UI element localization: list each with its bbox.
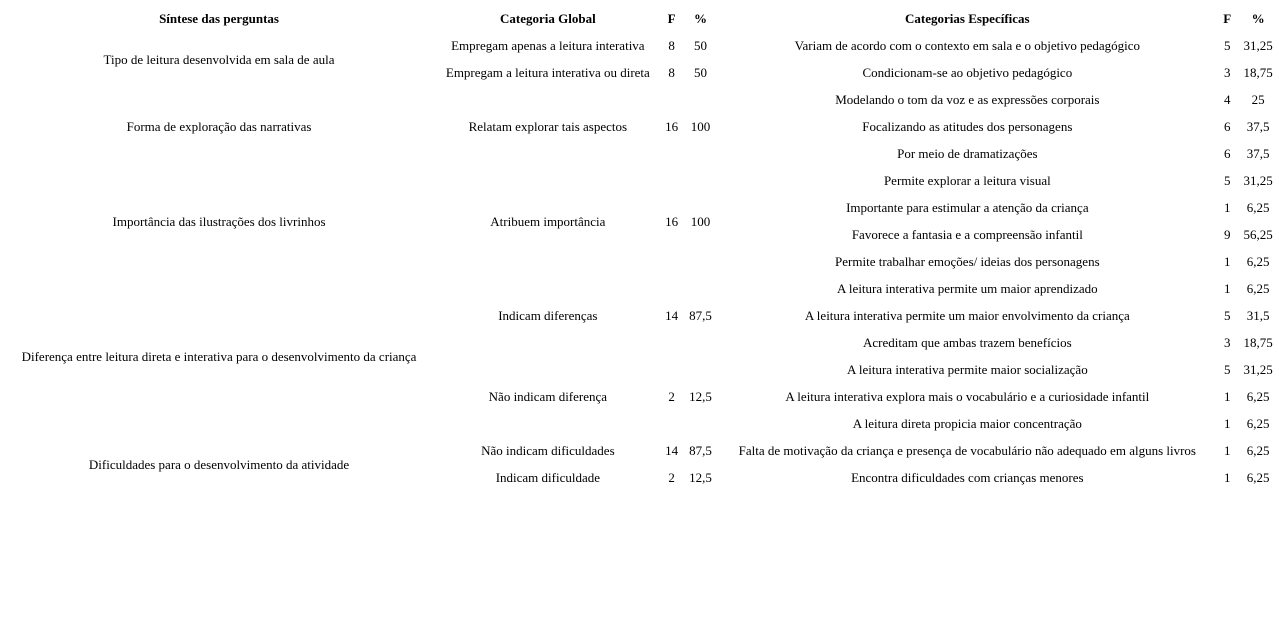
global-cell: Empregam apenas a leitura interativa: [451, 38, 645, 53]
especifica-cell: Importante para estimular a atenção da criança: [846, 200, 1089, 215]
especifica-cell: Variam de acordo com o contexto em sala e o objetivo pedagógico: [794, 38, 1141, 53]
header-especificas: Categorias Específicas: [905, 10, 1030, 26]
especifica-pct: 6,25: [1246, 200, 1270, 215]
results-table: [2, 4, 1279, 491]
especifica-f: 5: [1223, 173, 1231, 188]
global-pct: 87,5: [689, 308, 712, 323]
table-row: [2, 86, 1279, 113]
especifica-f: 5: [1223, 362, 1231, 377]
especifica-pct: 25: [1251, 92, 1265, 107]
especifica-pct: 37,5: [1246, 119, 1270, 134]
especifica-pct: 31,25: [1243, 362, 1273, 377]
especifica-cell: Falta de motivação da criança e presença de vocabulário não adequado em alguns livros: [738, 443, 1196, 458]
global-f: 8: [668, 65, 675, 80]
especifica-cell: A leitura interativa permite maior socialização: [846, 362, 1088, 377]
header-sintese: Síntese das perguntas: [159, 10, 279, 26]
table-row: [2, 275, 1279, 302]
header-row: [2, 4, 1279, 32]
especifica-f: 3: [1223, 335, 1231, 350]
global-f: 16: [665, 119, 679, 134]
especifica-pct: 31,25: [1243, 173, 1273, 188]
sintese-cell: Dificuldades para o desenvolvimento da atividade: [88, 456, 350, 472]
especifica-pct: 6,25: [1246, 389, 1270, 404]
global-f: 14: [665, 443, 679, 458]
especifica-cell: A leitura direta propicia maior concentração: [852, 416, 1082, 431]
especifica-f: 6: [1223, 146, 1231, 161]
especifica-pct: 18,75: [1243, 335, 1273, 350]
especifica-pct: 6,25: [1246, 443, 1270, 458]
especifica-f: 4: [1223, 92, 1231, 107]
global-f: 2: [668, 470, 675, 485]
global-pct: 12,5: [689, 470, 712, 485]
especifica-pct: 31,25: [1243, 38, 1273, 53]
especifica-f: 1: [1223, 200, 1231, 215]
especifica-pct: 37,5: [1246, 146, 1270, 161]
global-pct: 12,5: [689, 389, 712, 404]
especifica-pct: 6,25: [1246, 470, 1270, 485]
especifica-cell: Encontra dificuldades com crianças menores: [851, 470, 1084, 485]
global-cell: Indicam diferenças: [498, 308, 598, 323]
especifica-f: 1: [1223, 443, 1231, 458]
especifica-f: 6: [1223, 119, 1231, 134]
table-row: [2, 437, 1279, 464]
especifica-pct: 6,25: [1246, 416, 1270, 431]
especifica-f: 1: [1223, 389, 1231, 404]
global-pct: 87,5: [689, 443, 712, 458]
table-row: [2, 167, 1279, 194]
global-f: 14: [665, 308, 679, 323]
especifica-f: 9: [1223, 227, 1231, 242]
especifica-f: 1: [1223, 281, 1231, 296]
global-pct: 50: [693, 38, 707, 53]
especifica-cell: Por meio de dramatizações: [897, 146, 1038, 161]
especifica-cell: Condicionam-se ao objetivo pedagógico: [862, 65, 1073, 80]
especifica-pct: 56,25: [1243, 227, 1273, 242]
global-pct: 50: [693, 65, 707, 80]
global-cell: Não indicam diferença: [488, 389, 608, 404]
especifica-f: 5: [1223, 38, 1231, 53]
especifica-cell: Acreditam que ambas trazem benefícios: [863, 335, 1072, 350]
especifica-cell: A leitura interativa permite um maior envolvimento da criança: [804, 308, 1130, 323]
global-pct: 100: [690, 213, 711, 229]
sintese-cell: Forma de exploração das narrativas: [126, 119, 312, 134]
especifica-f: 1: [1223, 416, 1231, 431]
especifica-cell: Favorece a fantasia e a compreensão infantil: [851, 227, 1083, 242]
especifica-cell: Permite explorar a leitura visual: [883, 173, 1051, 188]
global-cell: Relatam explorar tais aspectos: [468, 119, 628, 134]
global-cell: Atribuem importância: [490, 213, 606, 229]
especifica-cell: A leitura interativa explora mais o vocabulário e a curiosidade infantil: [785, 389, 1150, 404]
sintese-cell: Importância das ilustrações dos livrinhos: [112, 213, 326, 229]
global-cell: Indicam dificuldade: [495, 470, 601, 485]
especifica-pct: 18,75: [1243, 65, 1273, 80]
global-f: 2: [668, 389, 675, 404]
header-pct: %: [693, 10, 707, 26]
especifica-cell: Focalizando as atitudes dos personagens: [862, 119, 1073, 134]
especifica-f: 5: [1223, 308, 1231, 323]
global-f: 8: [668, 38, 675, 53]
sintese-cell: Diferença entre leitura direta e interativa para o desenvolvimento da criança: [21, 348, 417, 364]
especifica-f: 1: [1223, 470, 1231, 485]
header-f2: F: [1223, 10, 1232, 26]
global-f: 16: [665, 213, 679, 229]
especifica-cell: Modelando o tom da voz e as expressões corporais: [835, 92, 1100, 107]
global-cell: Empregam a leitura interativa ou direta: [445, 65, 650, 80]
especifica-pct: 31,5: [1246, 308, 1270, 323]
header-global: Categoria Global: [500, 10, 596, 26]
especifica-f: 1: [1223, 254, 1231, 269]
global-pct: 100: [690, 119, 711, 134]
especifica-f: 3: [1223, 65, 1231, 80]
table-row: [2, 32, 1279, 59]
especifica-cell: Permite trabalhar emoções/ ideias dos personagens: [835, 254, 1100, 269]
especifica-cell: A leitura interativa permite um maior aprendizado: [837, 281, 1098, 296]
especifica-pct: 6,25: [1246, 281, 1270, 296]
header-pct2: %: [1251, 10, 1265, 26]
especifica-pct: 6,25: [1246, 254, 1270, 269]
global-cell: Não indicam dificuldades: [481, 443, 615, 458]
header-f: F: [667, 10, 676, 26]
sintese-cell: Tipo de leitura desenvolvida em sala de aula: [103, 51, 335, 67]
